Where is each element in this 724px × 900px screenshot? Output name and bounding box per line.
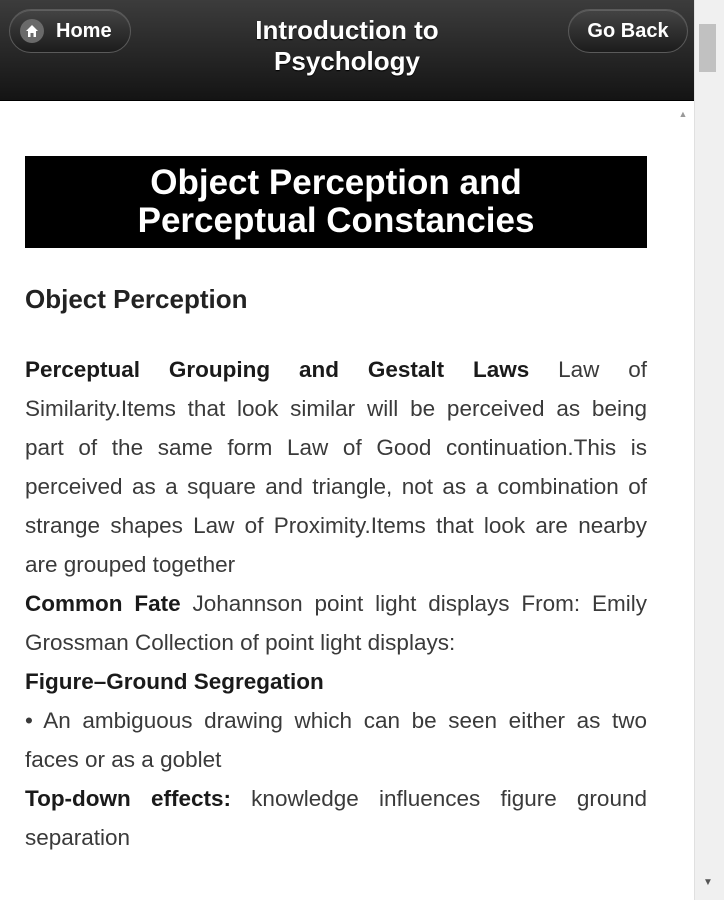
app-header — [0, 0, 694, 101]
arrow-down-icon[interactable]: ▼ — [703, 877, 713, 888]
home-button[interactable] — [9, 9, 131, 53]
paragraph-heading: Common Fate — [25, 591, 181, 616]
home-icon — [20, 19, 44, 43]
banner-title-line-2: Perceptual Constancies — [137, 201, 535, 240]
paragraph-text: Law of Similarity.Items that look similar will be perceived as being part of the same form Law of Good continuation.This is perceived as a square and triangle, not as a combination of strange shapes Law of Proximity.Items that look are nearby are grouped together — [25, 357, 647, 577]
arrow-up-icon[interactable]: ▲ — [678, 109, 688, 119]
page-title: Introduction to Psychology — [255, 15, 439, 76]
go-back-button[interactable] — [568, 9, 688, 53]
paragraph-common-fate — [25, 584, 647, 662]
home-button-label: Home — [56, 19, 112, 42]
lesson-body — [25, 350, 647, 857]
paragraph-ambiguous-drawing — [25, 701, 647, 779]
paragraph-text: Johannson point light displays From: Emily Grossman Collection of point light displays: — [25, 591, 647, 655]
paragraph-text: • An ambiguous drawing which can be seen either as two faces or as a goblet — [25, 708, 647, 772]
paragraph-heading: Perceptual Grouping and Gestalt Laws — [25, 357, 530, 382]
go-back-button-label: Go Back — [587, 19, 669, 42]
main-content — [25, 100, 647, 857]
lesson-banner — [25, 156, 647, 248]
section-heading: Object Perception — [25, 284, 248, 314]
window-scrollbar[interactable] — [694, 0, 724, 900]
scrollbar-thumb[interactable] — [699, 24, 716, 72]
paragraph-text: knowledge influences figure ground separation — [25, 786, 647, 850]
paragraph-heading: Figure–Ground Segregation — [25, 669, 324, 694]
paragraph-figure-ground — [25, 662, 647, 701]
banner-title-line-1: Object Perception and — [150, 163, 522, 202]
paragraph-gestalt — [25, 350, 647, 584]
paragraph-heading: Top-down effects: — [25, 786, 231, 811]
paragraph-top-down — [25, 779, 647, 857]
